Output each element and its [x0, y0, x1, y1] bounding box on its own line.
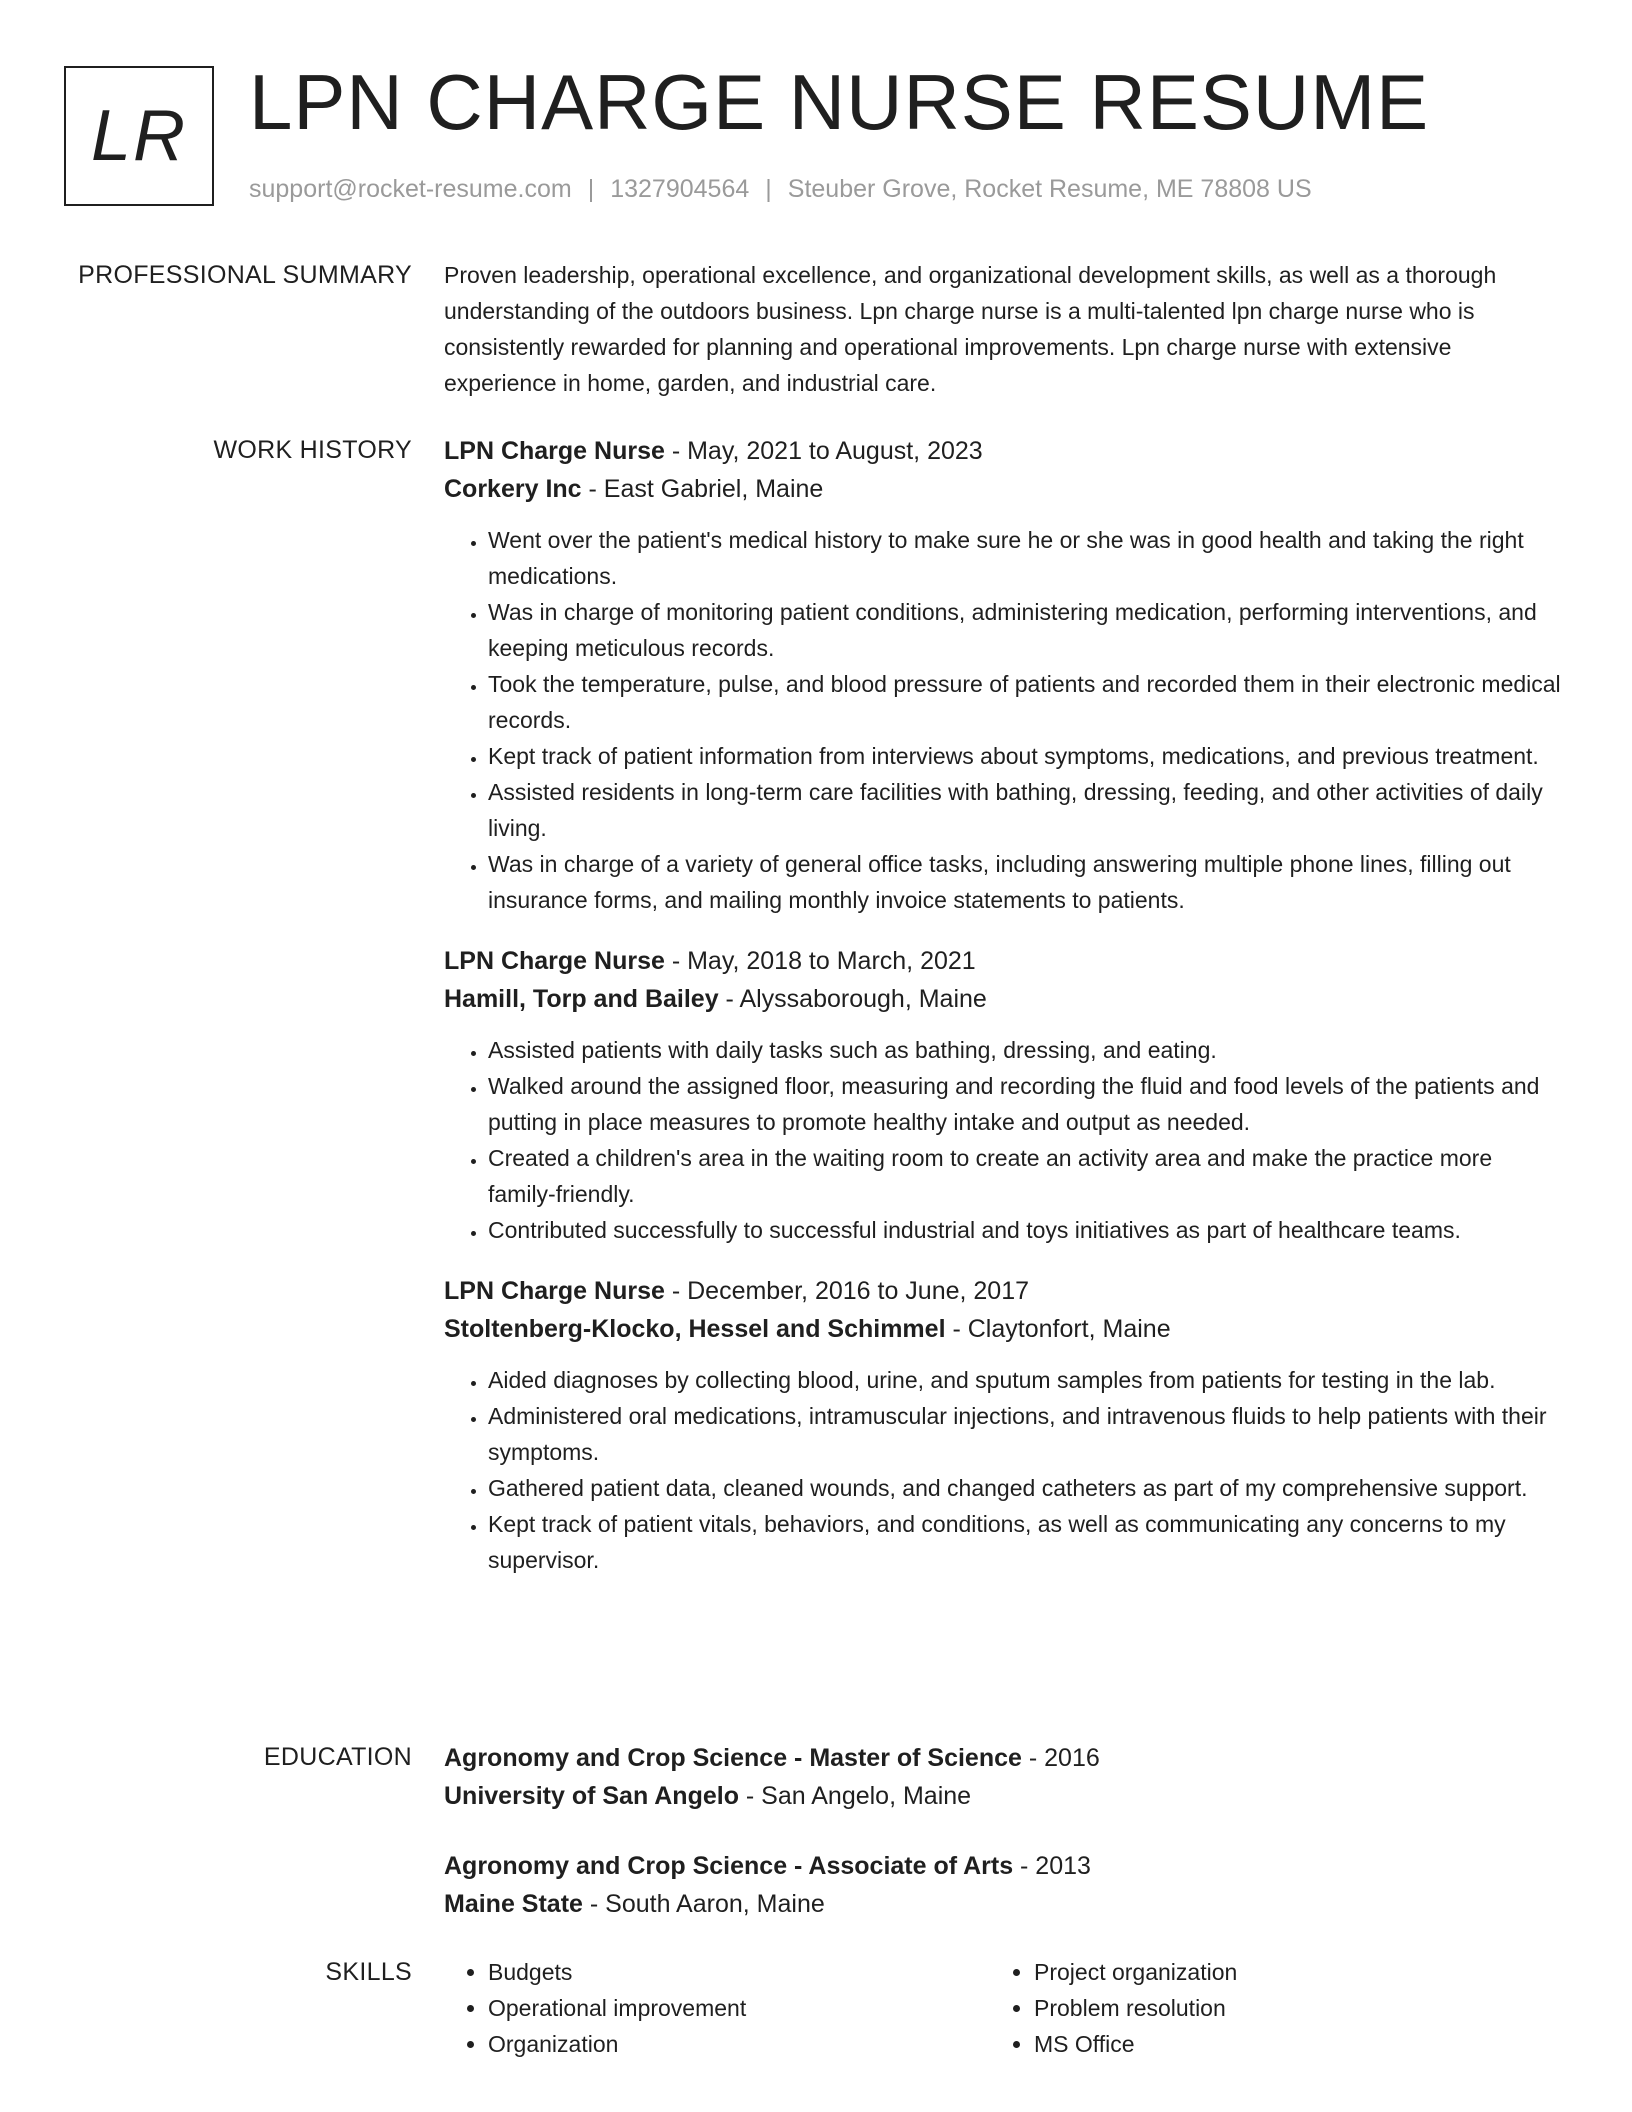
job-bullet: • Gathered patient data, cleaned wounds, and changed catheters as part of my comprehensive support.	[488, 1470, 1564, 1506]
skill-item: • Budgets	[488, 1954, 990, 1990]
school-name: University of San Angelo	[444, 1782, 739, 1810]
skills-column-left	[444, 1954, 990, 2062]
degree-name: Agronomy and Crop Science - Master of Science	[444, 1744, 1022, 1772]
job-bullet: • Assisted residents in long-term care facilities with bathing, dressing, feeding, and other activities of daily living.	[488, 774, 1564, 846]
contact-separator: |	[587, 175, 595, 203]
school-name: Maine State	[444, 1890, 583, 1918]
job-bullet: • Took the temperature, pulse, and blood pressure of patients and recorded them in their electronic medical records.	[488, 666, 1564, 738]
job-company: Corkery Inc	[444, 475, 582, 503]
job-bullets	[444, 522, 1564, 918]
job-entry	[444, 1272, 1564, 1578]
job-company-line	[444, 470, 1564, 508]
degree-name: Agronomy and Crop Science - Associate of Arts	[444, 1852, 1014, 1880]
contact-address: Steuber Grove, Rocket Resume, ME 78808 US	[787, 175, 1312, 203]
skill-item: • Organization	[488, 2026, 990, 2062]
degree-year: - 2013	[1013, 1852, 1091, 1880]
job-company-line	[444, 1310, 1564, 1348]
job-location: - Claytonfort, Maine	[945, 1315, 1171, 1343]
education-entry	[444, 1847, 1564, 1923]
monogram-logo: LR	[64, 66, 214, 206]
contact-line	[249, 174, 1312, 204]
skills-columns	[444, 1954, 1564, 2062]
jobs-list	[444, 432, 1564, 1602]
education-list	[444, 1739, 1564, 1955]
degree-year: - 2016	[1021, 1744, 1100, 1772]
school-location: - San Angelo, Maine	[738, 1782, 972, 1810]
job-title-line	[444, 942, 1564, 980]
job-bullets	[444, 1032, 1564, 1248]
job-company: Stoltenberg-Klocko, Hessel and Schimmel	[444, 1315, 946, 1343]
job-bullet: • Kept track of patient vitals, behaviors, and conditions, as well as communicating any concerns to my supervisor.	[488, 1506, 1564, 1578]
contact-separator: |	[765, 175, 772, 203]
job-entry	[444, 432, 1564, 918]
skill-item: • Project organization	[1034, 1954, 1536, 1990]
job-title: LPN Charge Nurse	[444, 437, 665, 465]
school-location: - South Aaron, Maine	[582, 1890, 825, 1918]
contact-email[interactable]: support@rocket-resume.com	[249, 175, 572, 203]
job-bullets	[444, 1362, 1564, 1578]
job-bullet: • Assisted patients with daily tasks such as bathing, dressing, and eating.	[488, 1032, 1564, 1068]
skills-column-right	[990, 1954, 1536, 2062]
job-dates: - December, 2016 to June, 2017	[664, 1277, 1030, 1305]
job-bullet: • Was in charge of a variety of general office tasks, including answering multiple phone lines, filling out insurance forms, and mailing monthly invoice statements to patients.	[488, 846, 1564, 918]
job-title-line	[444, 1272, 1564, 1310]
job-dates: - May, 2021 to August, 2023	[664, 437, 983, 465]
section-heading: EDUCATION	[263, 1743, 412, 1771]
skill-item: • Operational improvement	[488, 1990, 990, 2026]
section-heading: SKILLS	[325, 1958, 412, 1986]
resume-title: LPN CHARGE NURSE RESUME	[249, 58, 1430, 146]
skill-item: • Problem resolution	[1034, 1990, 1536, 2026]
education-entry	[444, 1739, 1564, 1815]
job-bullet: • Kept track of patient information from interviews about symptoms, medications, and previous treatment.	[488, 738, 1564, 774]
job-title: LPN Charge Nurse	[444, 1277, 665, 1305]
degree-line	[444, 1847, 1564, 1885]
school-line	[444, 1777, 1564, 1815]
job-dates: - May, 2018 to March, 2021	[664, 947, 976, 975]
job-title: LPN Charge Nurse	[444, 947, 665, 975]
summary-text: Proven leadership, operational excellence, and organizational development skills, as well as a thorough understanding of the outdoors business. Lpn charge nurse is a multi-talented lpn charge nurse who is consistently rewarded for planning and operational improvements. Lpn charge nurse with extensive experience in home, garden, and industrial care.	[444, 262, 1497, 396]
job-title-line	[444, 432, 1564, 470]
job-bullet: • Walked around the assigned floor, measuring and recording the fluid and food levels of the patients and putting in place measures to promote healthy intake and output as needed.	[488, 1068, 1564, 1140]
job-company: Hamill, Torp and Bailey	[444, 985, 719, 1013]
job-bullet: • Administered oral medications, intramuscular injections, and intravenous fluids to help patients with their symptoms.	[488, 1398, 1564, 1470]
job-entry	[444, 942, 1564, 1248]
section-heading: PROFESSIONAL SUMMARY	[78, 261, 412, 289]
job-bullet: • Went over the patient's medical history to make sure he or she was in good health and taking the right medications.	[488, 522, 1564, 594]
skill-item: • MS Office	[1034, 2026, 1536, 2062]
job-bullet: • Created a children's area in the waiting room to create an activity area and make the practice more family-friendly.	[488, 1140, 1564, 1212]
school-line	[444, 1885, 1564, 1923]
section-heading: WORK HISTORY	[213, 436, 412, 464]
job-bullet: • Aided diagnoses by collecting blood, urine, and sputum samples from patients for testing in the lab.	[488, 1362, 1564, 1398]
job-company-line	[444, 980, 1564, 1018]
contact-phone[interactable]: 1327904564	[610, 175, 750, 203]
degree-line	[444, 1739, 1564, 1777]
job-location: - Alyssaborough, Maine	[718, 985, 987, 1013]
job-bullet: • Contributed successfully to successful industrial and toys initiatives as part of healthcare teams.	[488, 1212, 1564, 1248]
job-location: - East Gabriel, Maine	[581, 475, 824, 503]
job-bullet: • Was in charge of monitoring patient conditions, administering medication, performing interventions, and keeping meticulous records.	[488, 594, 1564, 666]
